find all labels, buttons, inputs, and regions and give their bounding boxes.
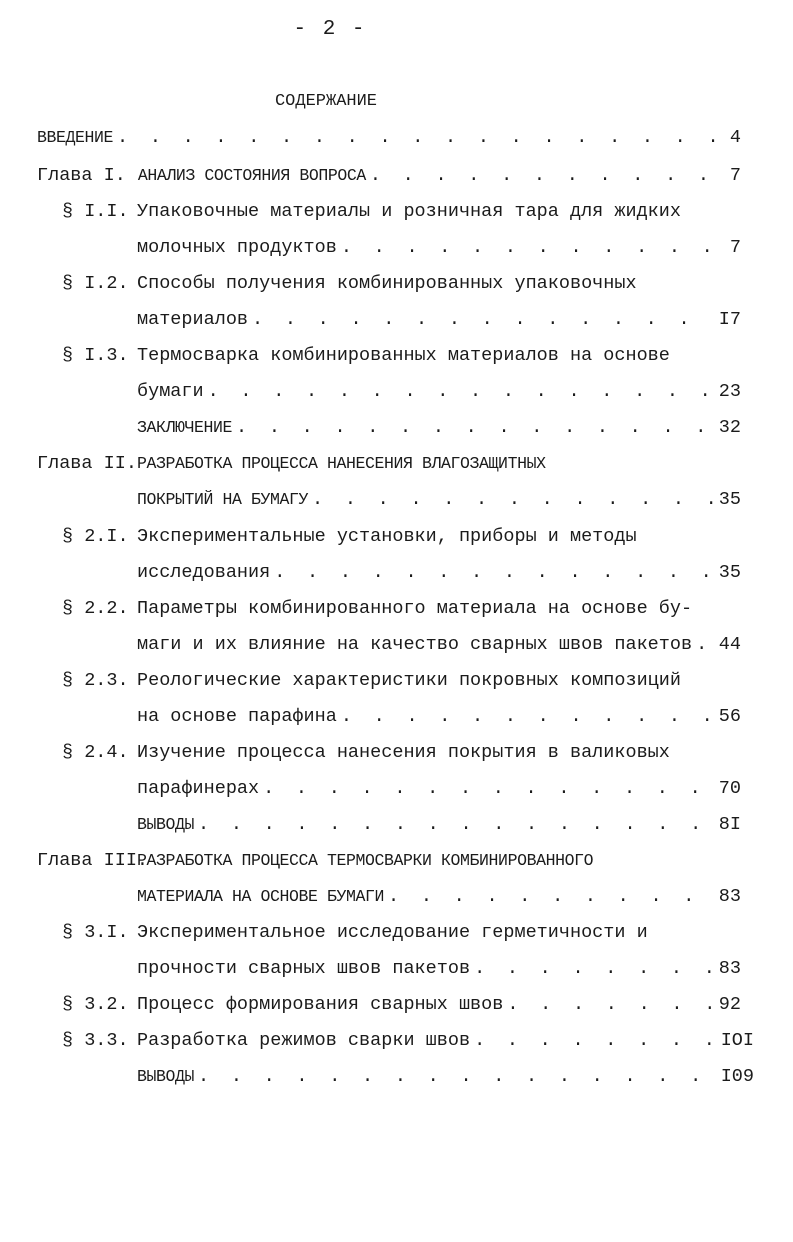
toc-entry-label: ВВЕДЕНИЕ [37,128,114,147]
toc-entry-conclusion-1 [137,416,741,440]
toc-section-title-line: Реологические характеристики покровных композиций [137,670,681,691]
toc-chapter-number: Глава II. [37,453,137,474]
toc-entry-label: АНАЛИЗ СОСТОЯНИЯ ВОПРОСА [137,166,366,185]
toc-chapter-title-line: РАЗРАБОТКА ПРОЦЕССА НАНЕСЕНИЯ ВЛАГОЗАЩИТНЫХ [137,454,546,473]
toc-entry-label: исследования [137,562,271,583]
toc-entry-page: 7 [729,165,741,186]
toc-entry-page: I09 [720,1066,754,1087]
toc-section-number: § I.2. [62,273,129,294]
toc-section-title-line: Параметры комбинированного материала на основе бу- [137,598,693,619]
leader-dots [198,813,715,837]
toc-entry-label: ПОКРЫТИЙ НА БУМАГУ [137,490,309,509]
toc-entry-page: 32 [718,417,741,438]
toc-entry-label: прочности сварных швов пакетов [137,958,471,979]
leader-dots [208,380,715,404]
toc-entry-label: материалов [137,309,249,330]
toc-section-number: § I.I. [62,201,129,222]
toc-section-number: § 3.2. [62,994,129,1015]
toc-entry-section-3-2 [137,993,741,1017]
toc-entry-label: ЗАКЛЮЧЕНИЕ [137,418,233,437]
toc-entry-label: маги и их влияние на качество сварных швов пакетов [137,634,693,655]
toc-entry-page: 44 [718,634,741,655]
toc-title: СОДЕРЖАНИЕ [274,92,378,111]
toc-entry-chapter-3 [137,885,741,909]
toc-entry-page: I7 [718,309,741,330]
toc-entry-section-1-3 [137,380,741,404]
leader-dots [474,1029,717,1053]
leader-dots [341,705,715,729]
leader-dots [370,164,726,188]
toc-entry-label: молочных продуктов [137,237,337,258]
toc-entry-chapter-2 [137,488,741,512]
leader-dots [274,561,715,585]
leader-dots [388,885,715,909]
leader-dots [252,308,715,332]
toc-section-title-line: Экспериментальные установки, приборы и методы [137,526,637,547]
leader-dots [236,416,715,440]
leader-dots [696,633,715,657]
page-number: - 2 - [293,18,367,41]
toc-entry-chapter-1 [37,164,741,188]
toc-entry-page: IOI [720,1030,754,1051]
leader-dots [507,993,714,1017]
toc-entry-section-2-4 [137,777,741,801]
toc-entry-prefix: Глава I. [37,165,126,186]
toc-entry-intro [37,126,741,150]
leader-dots [117,126,726,150]
toc-entry-section-3-3 [137,1029,754,1053]
toc-entry-label: на основе парафина [137,706,337,727]
leader-dots [263,777,715,801]
toc-entry-page: 56 [718,706,741,727]
leader-dots [474,957,715,981]
toc-entry-section-2-1 [137,561,741,585]
toc-section-number: § 2.2. [62,598,129,619]
toc-entry-section-2-3 [137,705,741,729]
toc-entry-conclusion-3 [137,1065,754,1089]
toc-section-title-line: Термосварка комбинированных материалов на основе [137,345,670,366]
toc-entry-page: 35 [718,562,741,583]
toc-section-number: § 2.I. [62,526,129,547]
toc-entry-page: 70 [718,778,741,799]
toc-entry-label: Процесс формирования сварных швов [137,994,504,1015]
leader-dots [198,1065,717,1089]
toc-entry-section-3-1 [137,957,741,981]
toc-entry-page: 7 [729,237,741,258]
toc-entry-label: МАТЕРИАЛА НА ОСНОВЕ БУМАГИ [137,887,385,906]
toc-entry-page: 83 [718,886,741,907]
toc-entry-page: 92 [718,994,741,1015]
toc-entry-section-1-2 [137,308,741,332]
toc-entry-page: 35 [718,489,741,510]
toc-section-title-line: Способы получения комбинированных упаковочных [137,273,637,294]
toc-section-title-line: Экспериментальное исследование герметичности и [137,922,648,943]
toc-section-number: § 3.3. [62,1030,129,1051]
toc-section-title-line: Изучение процесса нанесения покрытия в валиковых [137,742,670,763]
toc-entry-conclusion-2 [137,813,741,837]
toc-entry-label: ВЫВОДЫ [137,1067,195,1086]
toc-entry-page: 83 [718,958,741,979]
toc-section-number: § 2.4. [62,742,129,763]
toc-entry-section-1-1 [137,236,741,260]
toc-entry-page: 23 [718,381,741,402]
toc-section-number: § I.3. [62,345,129,366]
toc-section-title-line: Упаковочные материалы и розничная тара для жидких [137,201,681,222]
toc-section-number: § 2.3. [62,670,129,691]
toc-chapter-title-line: РАЗРАБОТКА ПРОЦЕССА ТЕРМОСВАРКИ КОМБИНИРОВАННОГО [137,851,594,870]
toc-entry-page: 8I [718,814,741,835]
toc-entry-page: 4 [729,127,741,148]
leader-dots [312,488,715,512]
toc-chapter-number: Глава III. [37,850,149,871]
toc-entry-label: ВЫВОДЫ [137,815,195,834]
leader-dots [341,236,726,260]
toc-section-number: § 3.I. [62,922,129,943]
toc-entry-label: бумаги [137,381,204,402]
toc-entry-label: Разработка режимов сварки швов [137,1030,471,1051]
toc-entry-label: парафинерах [137,778,260,799]
toc-entry-section-2-2 [137,633,741,657]
